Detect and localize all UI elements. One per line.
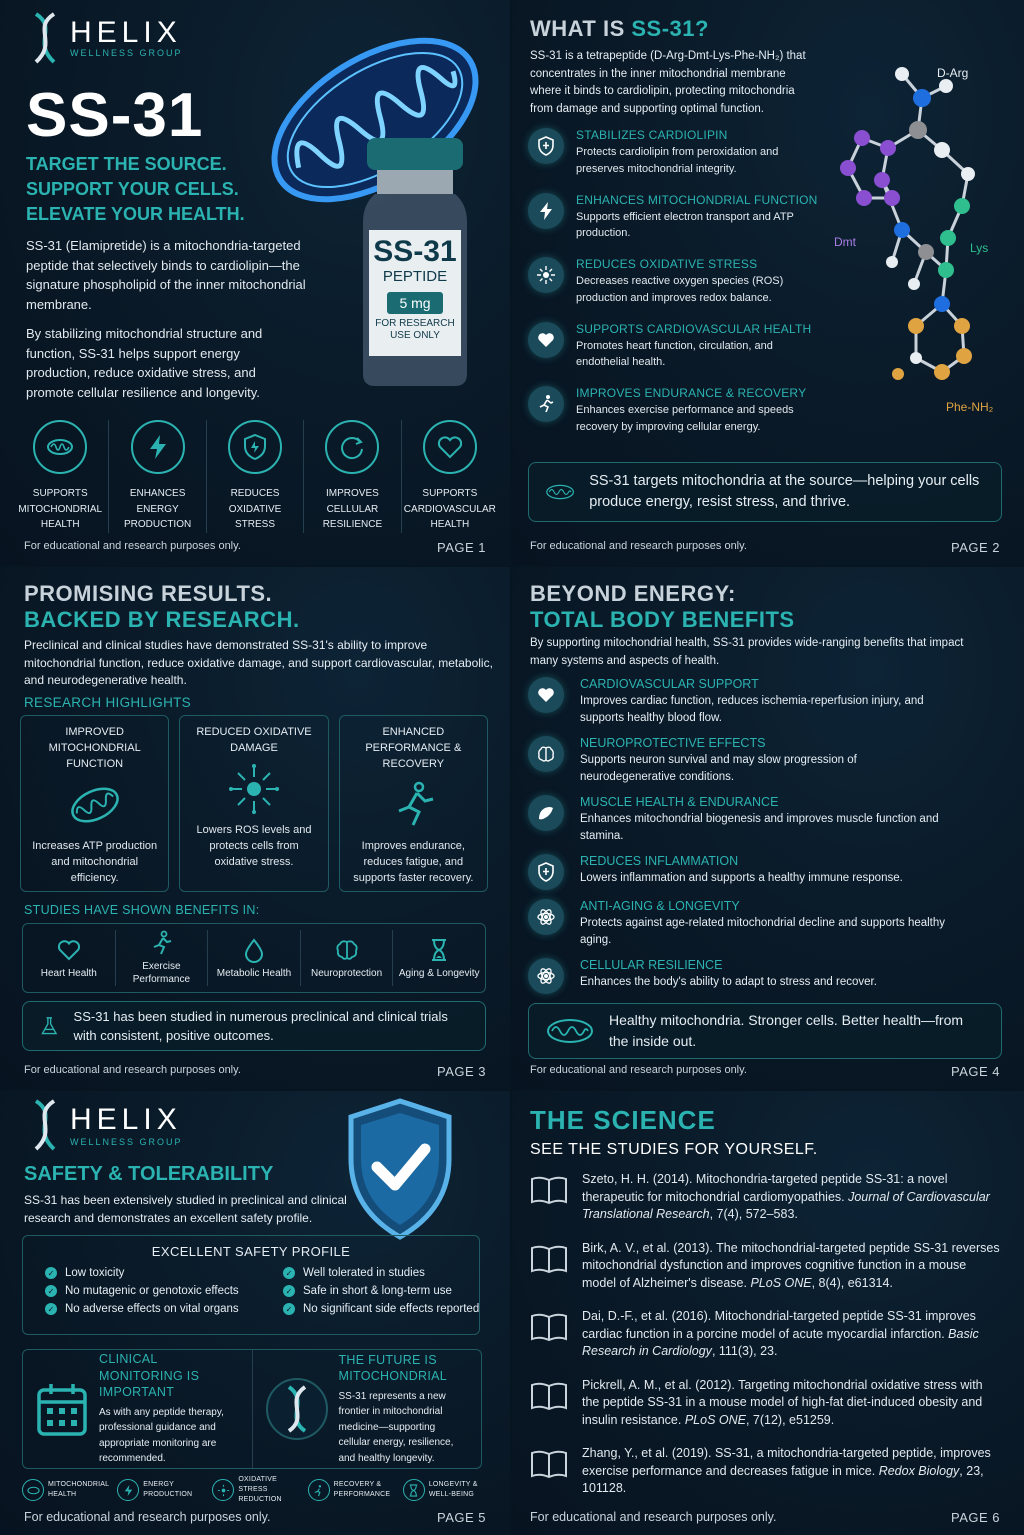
runner-icon (536, 394, 556, 414)
benefit-title: MUSCLE HEALTH & ENDURANCE (580, 795, 779, 809)
studies-bar (22, 923, 486, 993)
benefit-item (528, 958, 948, 994)
disclaimer: For educational and research purposes only. (24, 1510, 271, 1524)
page-number: PAGE 2 (950, 540, 1000, 555)
brand-name: HELIX (70, 16, 182, 49)
reference-citation: , 7(12), e51259. (745, 1412, 835, 1427)
feature-desc: Protects cardiolipin from peroxidation and preserves mitochondrial integrity. (576, 146, 779, 175)
feature-item (528, 386, 828, 435)
monitoring-title: CLINICAL MONITORING IS IMPORTANT (99, 1352, 200, 1400)
page-title: SAFETY & TOLERABILITY (24, 1163, 274, 1185)
check-label: Safe in short & long-term use (303, 1285, 452, 1297)
bottom-icon-label: RECOVERY & PERFORMANCE (333, 1481, 391, 1498)
book-icon (530, 1312, 568, 1342)
highlight-desc: Increases ATP production and mitochondrial efficiency. (32, 840, 158, 884)
feature-title: STABILIZES CARDIOLIPIN (576, 128, 728, 142)
brain-icon (536, 744, 556, 764)
highlight-title: IMPROVED MITOCHONDRIAL FUNCTION (48, 726, 141, 770)
mitochondria-icon (27, 1484, 40, 1497)
mitochondria-icon (545, 1016, 595, 1046)
feature-item (528, 193, 828, 242)
bottom-icon-label: OXIDATIVE STRESS REDUCTION (238, 1476, 282, 1503)
title-line: PROMISING RESULTS. (24, 581, 273, 606)
check-item (283, 1267, 483, 1279)
benefit-item (12, 420, 109, 533)
brand-sub: WELLNESS GROUP (70, 1137, 183, 1147)
monitoring-desc: As with any peptide therapy, professional guidance and appropriate monitoring are recommended. (99, 1406, 224, 1465)
page-title (530, 581, 795, 633)
page-title (530, 16, 709, 42)
feature-title: REDUCES OXIDATIVE STRESS (576, 257, 758, 271)
check-label: No mutagenic or genotoxic effects (65, 1285, 239, 1297)
brand-sub: WELLNESS GROUP (70, 48, 183, 58)
callout-text: Healthy mitochondria. Stronger cells. Better health—from the inside out. (609, 1012, 964, 1049)
check-item (45, 1303, 283, 1315)
tagline-line: ELEVATE YOUR HEALTH. (26, 204, 245, 224)
atom-icon (536, 966, 556, 986)
tagline (26, 152, 245, 227)
reference-list (530, 1171, 1000, 1514)
vial-label (369, 236, 461, 342)
lightning-icon (144, 433, 172, 461)
benefit-title: NEUROPROTECTIVE EFFECTS (580, 736, 766, 750)
check-item (45, 1285, 283, 1297)
check-icon: ✓ (283, 1285, 295, 1297)
feature-title: ENHANCES MITOCHONDRIAL FUNCTION (576, 192, 818, 207)
shield-icon (241, 433, 269, 461)
bottom-icon-item (308, 1475, 397, 1505)
page-title: SS-31 (26, 81, 204, 150)
reference-item (530, 1445, 1000, 1498)
benefit-label: SUPPORTS MITOCHONDRIAL HEALTH (18, 488, 103, 530)
highlight-title: REDUCED OXIDATIVE DAMAGE (196, 726, 312, 754)
brand-name: HELIX (70, 1103, 182, 1136)
highlight-card (20, 715, 169, 892)
book-icon (530, 1381, 568, 1411)
reference-text: Zhang, Y., et al. (2019). SS-31, a mitochondria-targeted peptide, improves exercise performance and decreases fatigue in mice. (582, 1446, 991, 1478)
disclaimer: For educational and research purposes only. (530, 1064, 747, 1076)
info-boxes (22, 1349, 482, 1469)
highlight-card (339, 715, 488, 892)
study-item (116, 930, 209, 986)
calendar-icon (35, 1380, 89, 1438)
vial-name: SS-31 (373, 235, 457, 268)
atom-icon (536, 907, 556, 927)
reference-item (530, 1308, 1000, 1361)
section-heading: STUDIES HAVE SHOWN BENEFITS IN: (24, 903, 260, 917)
study-label: Exercise Performance (132, 961, 191, 985)
benefit-item (528, 677, 948, 727)
benefit-label: SUPPORTS CARDIOVASCULAR HEALTH (403, 488, 496, 530)
callout-box (528, 1003, 1002, 1059)
dna-helix-icon (28, 12, 62, 64)
highlight-desc: Improves endurance, reduces fatigue, and supports faster recovery. (353, 840, 474, 884)
benefit-title: ANTI-AGING & LONGEVITY (580, 899, 740, 913)
runner-icon (387, 779, 439, 831)
check-item (283, 1303, 483, 1315)
study-item (208, 930, 301, 986)
sparkle-icon (217, 1484, 230, 1497)
benefit-desc: Supports neuron survival and may slow progression of neurodegenerative conditions. (580, 754, 857, 783)
title-part: SS-31? (631, 16, 709, 41)
check-label: No adverse effects on vital organs (65, 1303, 239, 1315)
drop-icon (241, 937, 267, 963)
check-icon: ✓ (283, 1303, 295, 1315)
page-number: PAGE 3 (436, 1064, 486, 1079)
future-box (252, 1350, 482, 1468)
mitochondria-icon (46, 433, 74, 461)
reference-item (530, 1377, 1000, 1430)
page-footer (24, 1064, 486, 1079)
flask-icon (39, 1011, 60, 1041)
study-item (301, 930, 394, 986)
book-icon (530, 1175, 568, 1205)
intro-text: By supporting mitochondrial health, SS-31 provides wide-ranging benefits that impact many systems and aspects of health. (530, 637, 964, 667)
benefit-list (528, 677, 948, 1003)
title-line: TOTAL BODY BENEFITS (530, 607, 795, 632)
page-title: THE SCIENCE (530, 1105, 716, 1135)
reference-text: Birk, A. V., et al. (2013). The mitochondrial-targeted peptide SS-31 reverses mitochondrial dysfunction and improves cognitive function in a mouse model of Alzheimer's disease. (582, 1240, 1000, 1290)
bottom-icons-row (22, 1475, 492, 1505)
benefit-title: CELLULAR RESILIENCE (580, 958, 723, 972)
section-heading: RESEARCH HIGHLIGHTS (24, 695, 191, 710)
feature-desc: Enhances exercise performance and speeds recovery by improving cellular energy. (576, 404, 794, 433)
molecule-label: Lys (970, 241, 989, 255)
molecule-label: D-Arg (937, 66, 969, 80)
check-item (283, 1285, 483, 1297)
heart-icon (536, 685, 556, 705)
bottom-icon-label: ENERGY PRODUCTION (143, 1481, 193, 1498)
feature-list (528, 128, 828, 451)
reference-text: Dai, D.-F., et al. (2016). Mitochondrial-targeted peptide SS-31 improves cardiac function in a porcine model of acute myocardial infarction. (582, 1309, 976, 1341)
check-label: Low toxicity (65, 1267, 125, 1279)
vial-dose: 5 mg (387, 292, 443, 314)
page-1 (0, 0, 510, 565)
dna-helix-icon (265, 1377, 329, 1441)
molecule-label: Phe-NH₂ (946, 400, 994, 414)
page-number: PAGE 4 (950, 1064, 1000, 1079)
intro-text: SS-31 has been extensively studied in preclinical and clinical research and demonstrates an excellent safety profile. (24, 1193, 347, 1225)
benefit-label: REDUCES OXIDATIVE STRESS (228, 488, 282, 530)
vial-note: USE ONLY (390, 330, 440, 341)
brand-logo (28, 1099, 183, 1151)
reference-journal: Redox Biology (878, 1463, 960, 1478)
heart-icon (56, 937, 82, 963)
study-label: Neuroprotection (311, 967, 383, 979)
shield-icon (536, 136, 556, 156)
benefit-icons-row (12, 420, 498, 533)
heart-icon (536, 330, 556, 350)
dna-helix-icon (28, 1099, 62, 1151)
page-number: PAGE 1 (436, 540, 486, 555)
brand-logo (28, 12, 183, 64)
lightning-icon (536, 201, 556, 221)
book-icon (530, 1449, 568, 1479)
callout-text: SS-31 has been studied in numerous preclinical and clinical trials with consistent, positive outcomes. (73, 1009, 448, 1043)
page-footer (24, 1510, 486, 1525)
bottom-icon-label: MITOCHONDRIAL HEALTH (48, 1481, 109, 1498)
callout-text: SS-31 targets mitochondria at the source—helping your cells produce energy, resist stress, and thrive. (589, 473, 980, 510)
page-subtitle: SEE THE STUDIES FOR YOURSELF. (530, 1141, 818, 1158)
bottom-icon-item (403, 1475, 492, 1505)
study-label: Heart Health (40, 967, 97, 979)
shield-check-image (345, 1097, 455, 1242)
check-item (45, 1267, 283, 1279)
hourglass-icon (426, 937, 452, 963)
book-icon (530, 1244, 568, 1274)
feature-item (528, 128, 828, 177)
disclaimer: For educational and research purposes only. (530, 540, 747, 552)
page-5 (0, 1091, 510, 1535)
tagline-line: SUPPORT YOUR CELLS. (26, 179, 239, 199)
reference-journal: Basic Research in Cardiology (582, 1326, 979, 1358)
safety-profile-box (22, 1235, 480, 1335)
reference-text: Szeto, H. H. (2014). Mitochondria-targeted peptide SS-31: a novel therapeutic for mitochondrial cardiomyopathies. (582, 1172, 948, 1204)
feature-title: SUPPORTS CARDIOVASCULAR HEALTH (576, 321, 812, 336)
vial-note: FOR RESEARCH (375, 318, 455, 329)
sparkle-icon (536, 265, 556, 285)
feature-desc: Decreases reactive oxygen species (ROS) production and improves redox balance. (576, 275, 784, 304)
benefit-item (109, 420, 206, 533)
page-number: PAGE 6 (950, 1510, 1000, 1525)
intro-text: SS-31 is a tetrapeptide (D-Arg-Dmt-Lys-Phe-NH₂) that concentrates in the inner mitochondrial membrane where it binds to cardiolipin, protecting mitochondria from damage and supporting optimal function. (530, 50, 806, 115)
intro-paragraph: By stabilizing mitochondrial structure and function, SS-31 helps support energy production, reduce oxidative stress, and promote cellular resilience and longevity. (26, 326, 263, 400)
safety-profile-title: EXCELLENT SAFETY PROFILE (151, 1244, 351, 1259)
benefit-item (304, 420, 401, 533)
reference-citation: , 111(3), 23. (711, 1344, 778, 1358)
benefit-item (528, 899, 948, 949)
page-4 (512, 567, 1024, 1089)
callout-box (528, 462, 1002, 522)
heart-icon (436, 433, 464, 461)
check-icon: ✓ (45, 1285, 57, 1297)
disclaimer: For educational and research purposes only. (24, 540, 241, 552)
benefit-item (528, 854, 948, 890)
benefit-title: CARDIOVASCULAR SUPPORT (580, 677, 759, 691)
reference-citation: , 7(4), 572–583. (709, 1207, 798, 1221)
highlight-desc: Lowers ROS levels and protects cells from oxidative stress. (196, 824, 312, 868)
benefit-item (207, 420, 304, 533)
check-icon: ✓ (283, 1267, 295, 1279)
feature-item (528, 322, 828, 371)
page-3 (0, 567, 510, 1089)
page-footer (530, 1064, 1000, 1079)
runner-icon (312, 1484, 325, 1497)
benefit-desc: Protects against age-related mitochondrial decline and supports healthy aging. (580, 917, 946, 946)
bottom-icon-item (117, 1475, 206, 1505)
tagline-line: TARGET THE SOURCE. (26, 154, 227, 174)
study-item (23, 930, 116, 986)
benefit-title: REDUCES INFLAMMATION (580, 854, 739, 868)
vial-type: PEPTIDE (382, 268, 448, 285)
reference-text: Pickrell, A. M., et al. (2012). Targeting mitochondrial oxidative stress with the peptide SS-31 in a mouse model of high-fat diet-induced obesity and insulin resistance. (582, 1377, 983, 1427)
reference-item (530, 1171, 1000, 1224)
reference-journal: PLoS ONE (750, 1275, 812, 1290)
study-item (393, 930, 485, 986)
title-line: BEYOND ENERGY: (530, 581, 736, 606)
reference-journal: PLoS ONE (684, 1412, 746, 1427)
title-line: BACKED BY RESEARCH. (24, 607, 300, 632)
reference-citation: , 8(4), e61314. (811, 1275, 893, 1290)
bottom-icon-item (22, 1475, 111, 1505)
reference-journal: Journal of Cardiovascular Translational Research (582, 1189, 990, 1221)
molecule-label: Dmt (834, 235, 856, 249)
benefit-item (528, 795, 948, 845)
benefit-item (402, 420, 498, 533)
benefit-desc: Improves cardiac function, reduces ischemia-reperfusion injury, and supports healthy blood flow. (580, 695, 924, 724)
mitochondria-icon (69, 779, 121, 831)
feature-item (528, 257, 828, 306)
muscle-icon (536, 803, 556, 823)
feature-title: IMPROVES ENDURANCE & RECOVERY (576, 386, 807, 400)
page-2 (512, 0, 1024, 565)
molecule-illustration (818, 38, 1022, 428)
hourglass-icon (407, 1484, 420, 1497)
study-label: Aging & Longevity (398, 967, 480, 979)
page-footer (530, 540, 1000, 555)
reference-citation: , 23, 101128. (582, 1463, 984, 1495)
feature-desc: Supports efficient electron transport and ATP production. (576, 210, 794, 239)
renew-icon (338, 433, 366, 461)
disclaimer: For educational and research purposes only. (530, 1510, 777, 1524)
page-footer (24, 540, 486, 555)
runner-icon (148, 930, 174, 956)
feature-desc: Promotes heart function, circulation, and endothelial health. (576, 339, 773, 368)
benefit-label: IMPROVES CELLULAR RESILIENCE (322, 488, 383, 530)
check-label: Well tolerated in studies (303, 1267, 425, 1279)
intro-text (26, 236, 306, 412)
shield-icon (536, 862, 556, 882)
brain-icon (334, 937, 360, 963)
highlight-card (179, 715, 328, 892)
burst-icon (228, 763, 280, 815)
research-highlights (20, 715, 488, 892)
page-number: PAGE 5 (436, 1510, 486, 1525)
benefit-desc: Enhances mitochondrial biogenesis and improves muscle function and stamina. (580, 813, 939, 842)
future-desc: SS-31 represents a new frontier in mitochondrial medicine—supporting cellular energy, resilience, and healthy longevity. (338, 1390, 454, 1464)
bottom-icon-item (212, 1475, 301, 1505)
check-icon: ✓ (45, 1267, 57, 1279)
page-6 (512, 1091, 1024, 1535)
mitochondria-icon (545, 477, 575, 507)
intro-paragraph: SS-31 (Elamipretide) is a mitochondria-targeted peptide that selectively binds to cardiolipin—the signature phospholipid of the inner mitochondrial membrane. (26, 238, 306, 312)
title-part: WHAT IS (530, 16, 632, 41)
disclaimer: For educational and research purposes only. (24, 1064, 241, 1076)
check-label: No significant side effects reported (303, 1303, 480, 1315)
intro-text: Preclinical and clinical studies have demonstrated SS-31's ability to improve mitochondrial function, reduce oxidative damage, and support cardiovascular, metabolic, and neurodegenerative health. (24, 638, 493, 687)
benefit-desc: Lowers inflammation and supports a healthy immune response. (580, 872, 903, 884)
bottom-icon-label: LONGEVITY & WELL-BEING (428, 1481, 478, 1498)
study-label: Metabolic Health (216, 967, 292, 979)
benefit-desc: Enhances the body's ability to adapt to stress and recover. (580, 976, 877, 988)
callout-box (22, 1001, 486, 1051)
reference-item (530, 1240, 1000, 1293)
monitoring-box (23, 1350, 252, 1468)
benefit-label: ENHANCES ENERGY PRODUCTION (123, 488, 192, 530)
page-title (24, 581, 300, 633)
page-footer (530, 1510, 1000, 1525)
benefit-item (528, 736, 948, 786)
highlight-title: ENHANCED PERFORMANCE & RECOVERY (365, 726, 462, 770)
future-title: THE FUTURE IS MITOCHONDRIAL (338, 1352, 448, 1384)
lightning-icon (122, 1484, 135, 1497)
check-icon: ✓ (45, 1303, 57, 1315)
